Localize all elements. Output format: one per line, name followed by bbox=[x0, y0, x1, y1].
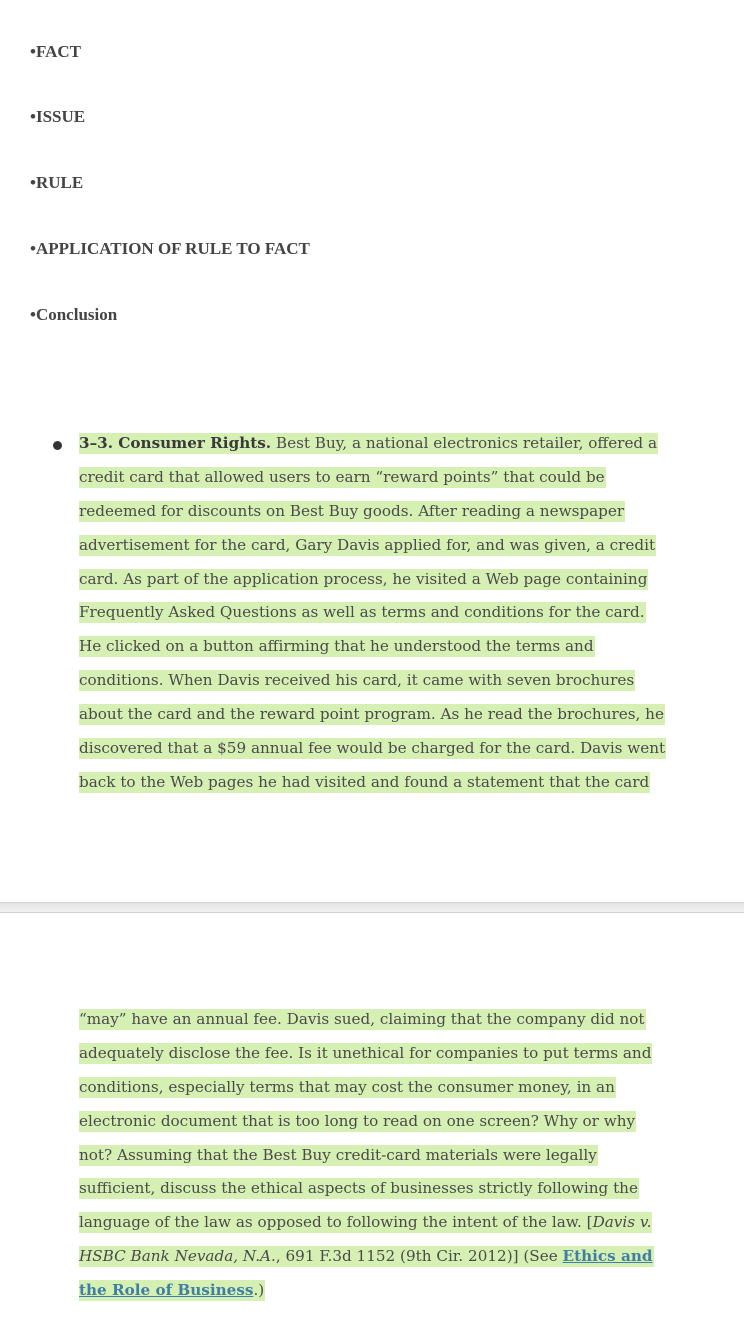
outline-issue: •ISSUE bbox=[30, 107, 86, 126]
paragraph-line: “may” have an annual fee. Davis sued, claiming that the company did not bbox=[79, 1010, 645, 1028]
paragraph-line: He clicked on a button affirming that he understood the terms and bbox=[79, 637, 594, 656]
paragraph-line: conditions, especially terms that may cost the consumer money, in an bbox=[79, 1077, 615, 1096]
paragraph-line: back to the Web pages he had visited and found a statement that the card bbox=[79, 772, 650, 791]
paragraph-line: advertisement for the card, Gary Davis applied for, and was given, a credit bbox=[79, 535, 656, 554]
problem-heading: 3–3. Consumer Rights. bbox=[79, 434, 272, 452]
paragraph-line: Frequently Asked Questions as well as terms and conditions for the card. bbox=[79, 603, 645, 622]
page-break-divider bbox=[0, 902, 744, 913]
paragraph-line: sufficient, discuss the ethical aspects of businesses strictly following the bbox=[79, 1179, 638, 1198]
outline-application: •APPLICATION OF RULE TO FACT bbox=[30, 239, 310, 258]
ethics-link-cont[interactable]: the Role of Business bbox=[79, 1281, 254, 1300]
paragraph-line: discovered that a $59 annual fee would be charged for the card. Davis went bbox=[79, 739, 666, 758]
paragraph-line: language of the law as opposed to following the intent of the law. [Davis v. bbox=[79, 1213, 652, 1232]
paragraph-line: HSBC Bank Nevada, N.A., 691 F.3d 1152 (9th Cir. 2012)] (See Ethics and bbox=[79, 1247, 653, 1266]
case-name: Davis v. bbox=[592, 1213, 652, 1232]
paragraph-line: the Role of Business.) bbox=[79, 1281, 265, 1300]
outline-rule: •RULE bbox=[30, 173, 84, 192]
paragraph-line: redeemed for discounts on Best Buy goods. After reading a newspaper bbox=[79, 501, 625, 520]
case-name-cont: HSBC Bank Nevada, N.A. bbox=[79, 1247, 276, 1266]
list-bullet-icon bbox=[53, 441, 62, 450]
problem-paragraph-part2 bbox=[79, 1010, 679, 1315]
outline-conclusion: •Conclusion bbox=[30, 305, 118, 324]
paragraph-line: adequately disclose the fee. Is it unethical for companies to put terms and bbox=[79, 1043, 652, 1062]
ethics-link[interactable]: Ethics and bbox=[562, 1247, 653, 1266]
document-page-2 bbox=[0, 913, 744, 1339]
outline-fact: •FACT bbox=[30, 42, 81, 61]
paragraph-line: electronic document that is too long to read on one screen? Why or why bbox=[79, 1111, 636, 1130]
paragraph-line: about the card and the reward point program. As he read the brochures, he bbox=[79, 705, 664, 724]
problem-paragraph-part1 bbox=[79, 434, 679, 807]
paragraph-line: not? Assuming that the Best Buy credit-card materials were legally bbox=[79, 1145, 597, 1164]
paragraph-line: 3–3. Consumer Rights. Best Buy, a national electronics retailer, offered a bbox=[79, 434, 658, 452]
paragraph-line: card. As part of the application process, he visited a Web page containing bbox=[79, 569, 648, 588]
paragraph-line: credit card that allowed users to earn “reward points” that could be bbox=[79, 467, 605, 486]
paragraph-line: conditions. When Davis received his card, it came with seven brochures bbox=[79, 671, 635, 690]
